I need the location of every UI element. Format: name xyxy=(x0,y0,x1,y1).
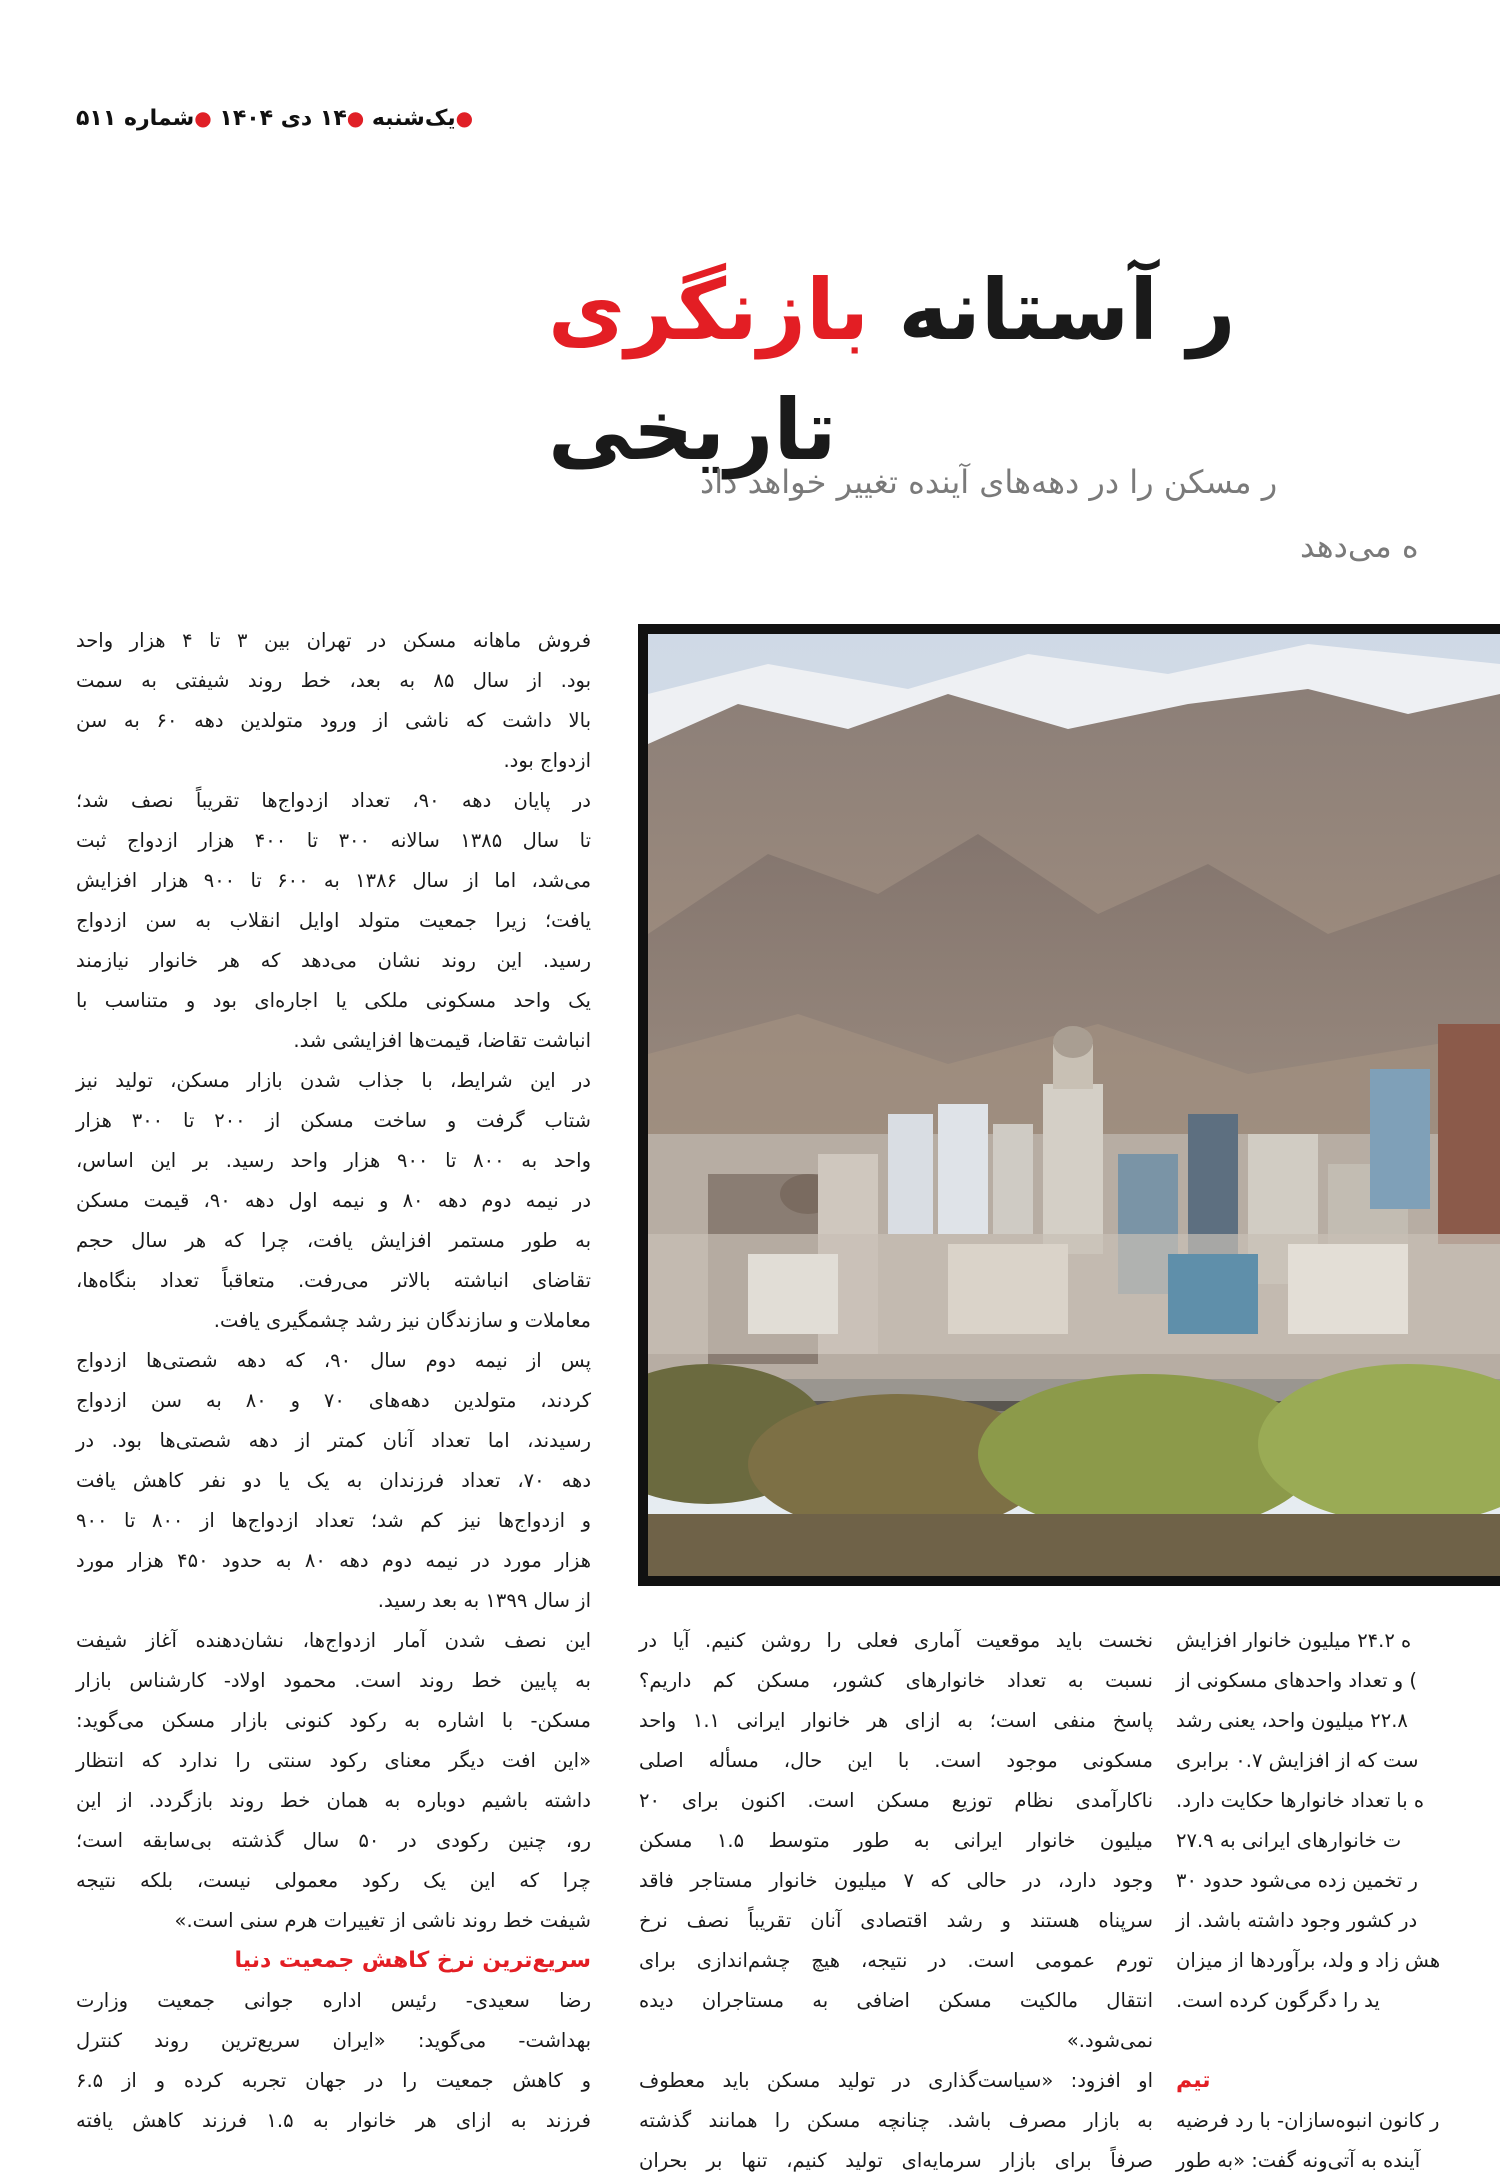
body-text-line: بهداشت- می‌گوید: «ایران سریع‌ترین روند کنترل xyxy=(76,2029,591,2052)
body-text-line: تورم عمومی است. در نتیجه، هیچ چشم‌اندازی برای xyxy=(639,1949,1153,1972)
body-text-line: و کاهش جمعیت را در جهان تجربه کرده و از ۶.۵ xyxy=(76,2069,591,2092)
body-text-line: نسبت به تعداد خانوارهای کشور، مسکن کم داریم؟ xyxy=(639,1669,1153,1692)
body-text-line: یک واحد مسکونی ملکی یا اجاره‌ای بود و متناسب با xyxy=(76,989,591,1012)
article-photo xyxy=(638,624,1500,1586)
headline-part-3: تاریخی xyxy=(548,381,837,479)
body-text-line: یافت؛ زیرا جمعیت متولد اوایل انقلاب به سن ازدواج xyxy=(76,909,591,932)
body-text-line: شیفت خط روند ناشی از تغییرات هرم سنی است.» xyxy=(174,1909,591,1932)
body-text-line: نمی‌شود.» xyxy=(1066,2029,1153,2052)
dateline-day: یک‌شنبه xyxy=(371,106,456,131)
body-text-line: انباشت تقاضا، قیمت‌ها افزایشی شد. xyxy=(293,1029,591,1052)
body-text-line: در نیمه دوم دهه ۸۰ و نیمه اول دهه ۹۰، قیمت مسکن xyxy=(76,1189,592,1212)
right-column xyxy=(1176,1621,1496,2181)
body-text-line: دهه ۷۰، تعداد فرزندان به یک یا دو نفر کاهش یافت xyxy=(76,1469,592,1492)
body-text-line: معاملات و سازندگان نیز رشد چشمگیری یافت. xyxy=(213,1309,591,1332)
body-text-line: انتقال مالکیت مسکن اضافی به مستاجران دیده xyxy=(639,1989,1153,2012)
body-text-line: فروش ماهانه مسکن در تهران بین ۳ تا ۴ هزار واحد xyxy=(76,629,592,652)
body-text-line: بود. از سال ۸۵ به بعد، خط روند شیفتی به سمت xyxy=(76,669,592,692)
body-text-line: او افزود: «سیاست‌گذاری در تولید مسکن باید معطوف xyxy=(639,2069,1153,2092)
body-text-line: از سال ۱۳۹۹ به بعد رسید. xyxy=(377,1589,591,1612)
body-text-line: پاسخ منفی است؛ به ازای هر خانوار ایرانی ۱.۱ واحد xyxy=(639,1709,1154,1732)
body-text-line: ت خانوارهای ایرانی به ۲۷.۹ xyxy=(1176,1829,1402,1852)
body-text-line: میلیون خانوار ایرانی به طور متوسط ۱.۵ مسکن xyxy=(639,1829,1153,1852)
body-text-line: ناکارآمدی نظام توزیع مسکن است. اکنون برای ۲۰ xyxy=(639,1789,1153,1812)
bullet-icon: ● xyxy=(346,106,365,130)
body-text-line: به بازار مصرف باشد. چنانچه مسکن را همانند گذشته xyxy=(639,2109,1153,2132)
body-text-line: آینده به آتی‌ونه گفت: «به طور xyxy=(1176,2149,1421,2172)
headline xyxy=(548,250,1500,490)
body-text-line: در پایان دهه ۹۰، تعداد ازدواج‌ها تقریباً نصف شد؛ xyxy=(76,789,591,812)
body-text-line: در این شرایط، با جذاب شدن بازار مسکن، تولید نیز xyxy=(76,1069,591,1092)
body-text-line: سرپناه هستند و رشد اقتصادی آنان تقریباً نصف نرخ xyxy=(639,1909,1153,1932)
subtitle-line-1: ر مسکن را در دهه‌های آینده تغییر خواهد داد xyxy=(700,463,1278,501)
body-text-line: ه ۲۴.۲ میلیون خانوار افزایش xyxy=(1176,1629,1412,1652)
body-text-line: «این افت دیگر معنای رکود سنتی را ندارد که انتظار xyxy=(76,1749,591,1772)
section-heading: سریع‌ترین نرخ کاهش جمعیت دنیا xyxy=(234,1948,591,1973)
body-text-line: هش زاد و ولد، برآوردها از میزان xyxy=(1176,1949,1441,1972)
body-text-line: تقاضای انباشته بالاتر می‌رفت. متعاقباً تعداد بنگاه‌ها، xyxy=(76,1269,591,1292)
body-text-line: ۲۲.۸ میلیون واحد، یعنی رشد xyxy=(1176,1709,1408,1732)
body-text-line: به طور مستمر افزایش یافت، چرا که هر سال حجم xyxy=(76,1229,591,1252)
subtitle-line-2: ه می‌دهد xyxy=(1300,527,1419,565)
headline-highlight: بازنگری xyxy=(548,261,870,359)
body-text-line: ) و تعداد واحدهای مسکونی از xyxy=(1176,1669,1417,1692)
dateline-date: ۱۴ دی ۱۴۰۴ xyxy=(219,106,347,131)
body-text-line: بالا داشت که ناشی از ورود متولدین دهه ۶۰ به سن xyxy=(76,709,591,732)
dateline-issue: شماره ۵۱۱ xyxy=(76,106,195,131)
body-text-line: ر کانون انبوه‌سازان- با رد فرضیه xyxy=(1176,2109,1440,2132)
left-column xyxy=(76,621,591,2141)
middle-column xyxy=(639,1621,1153,2181)
body-text-line: ازدواج بود. xyxy=(503,749,591,772)
body-text-line: ه با تعداد خانوارها حکایت دارد. xyxy=(1176,1789,1425,1812)
body-text-line: فرزند به ازای هر خانوار به ۱.۵ فرزند کاهش یافته xyxy=(76,2109,591,2132)
headline-part-1: ر آستانه xyxy=(869,261,1236,359)
dateline xyxy=(76,106,473,131)
body-text-line: رضا سعیدی- رئیس اداره جوانی جمعیت وزارت xyxy=(76,1989,591,2012)
body-text-line: وجود دارد، در حالی که ۷ میلیون خانوار مستاجر فاقد xyxy=(639,1869,1153,1892)
body-text-line: تا سال ۱۳۸۵ سالانه ۳۰۰ تا ۴۰۰ هزار ازدواج ثبت xyxy=(76,829,592,852)
body-text-line: صرفاً برای بازار سرمایه‌ای تولید کنیم، تنها بر بحران xyxy=(639,2149,1153,2172)
body-text-line: مسکن- با اشاره به رکود کنونی بازار مسکن می‌گوید: xyxy=(76,1709,591,1732)
city-skyline-mountains-icon xyxy=(648,634,1500,1576)
body-text-line: پس از نیمه دوم سال ۹۰، که دهه شصتی‌ها ازدواج xyxy=(76,1349,591,1372)
body-text-line: کردند، متولدین دهه‌های ۷۰ و ۸۰ به سن ازدواج xyxy=(76,1389,591,1412)
body-text-line: نخست باید موقعیت آماری فعلی را روشن کنیم. آیا در xyxy=(639,1629,1153,1652)
body-text-line: واحد به ۸۰۰ تا ۹۰۰ هزار واحد رسید. بر این اساس، xyxy=(76,1149,592,1172)
body-text-line: رو، چنین رکودی در ۵۰ سال گذشته بی‌سابقه است؛ xyxy=(76,1829,591,1852)
body-text-line: و ازدواج‌ها نیز کم شد؛ تعداد ازدواج‌ها از ۸۰۰ تا ۹۰۰ xyxy=(76,1509,592,1532)
body-text-line: می‌شد، اما از سال ۱۳۸۶ به ۶۰۰ تا ۹۰۰ هزار افزایش xyxy=(76,869,592,892)
body-text-line: ر تخمین زده می‌شود حدود ۳۰ xyxy=(1176,1869,1418,1892)
body-text-line: رسیدند، اما تعداد آنان کمتر از دهه شصتی‌ها بود. در xyxy=(76,1429,591,1452)
bullet-icon: ● xyxy=(194,106,212,130)
body-text-line: رسید. این روند نشان می‌دهد که هر خانوار نیازمند xyxy=(76,949,591,972)
section-heading: تیم xyxy=(1176,2068,1211,2093)
bullet-icon: ● xyxy=(455,106,474,130)
body-text-line: به پایین خط روند است. محمود اولاد- کارشناس بازار xyxy=(76,1669,591,1692)
body-text-line: داشته باشیم دوباره به همان خط روند بازگردد. از این xyxy=(76,1789,591,1812)
body-text-line: در کشور وجود داشته باشد. از xyxy=(1176,1909,1418,1932)
body-text-line: شتاب گرفت و ساخت مسکن از ۲۰۰ تا ۳۰۰ هزار xyxy=(76,1109,591,1132)
body-text-line: هزار مورد در نیمه دوم دهه ۸۰ به حدود ۴۵۰ هزار مورد xyxy=(76,1549,591,1572)
body-text-line: ید را دگرگون کرده است. xyxy=(1176,1989,1380,2012)
body-text-line: چرا که این یک رکود معمولی نیست، بلکه نتیجه xyxy=(76,1869,591,1892)
body-text-line: این نصف شدن آمار ازدواج‌ها، نشان‌دهنده آغاز شیفت xyxy=(76,1629,591,1652)
body-text-line: ست که از افزایش ۰.۷ برابری xyxy=(1176,1749,1419,1772)
body-text-line: مسکونی موجود است. با این حال، مسأله اصلی xyxy=(639,1749,1153,1772)
